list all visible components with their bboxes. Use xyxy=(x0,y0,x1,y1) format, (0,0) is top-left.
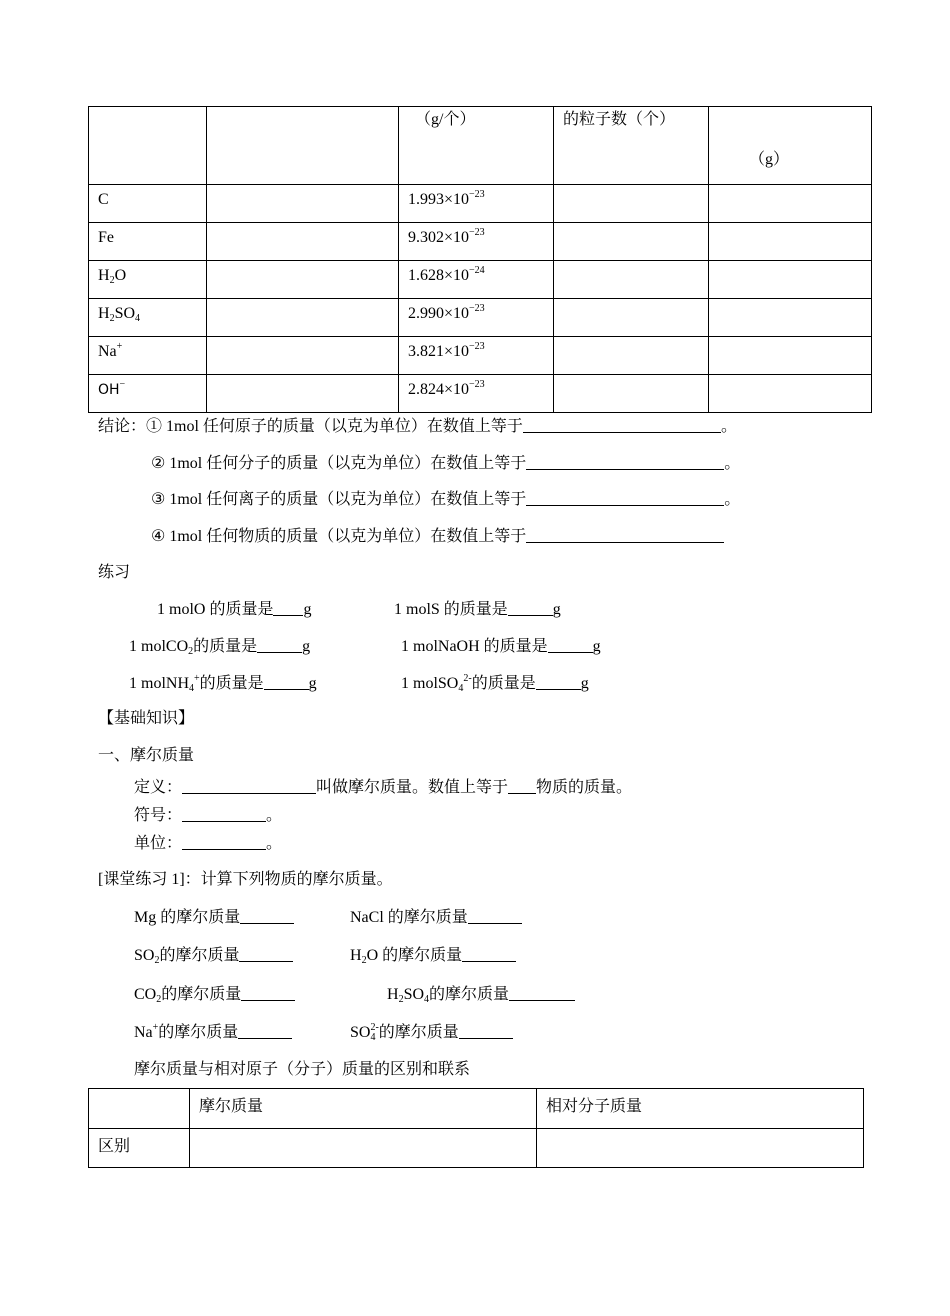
answer-blank[interactable] xyxy=(536,673,581,690)
exercise-heading: [课堂练习 1]：计算下列物质的摩尔质量。 xyxy=(98,871,393,888)
conclusion-3: ③ 1mol 任何离子的质量（以克为单位）在数值上等于 。 xyxy=(151,491,741,508)
empty-cell xyxy=(709,375,872,413)
corner-cell xyxy=(89,1089,190,1129)
exercise-item-so4: $SO_4^{2-}$的摩尔质量 xyxy=(350,1022,513,1043)
answer-blank[interactable] xyxy=(459,1022,513,1039)
table-row xyxy=(89,185,872,223)
answer-blank[interactable] xyxy=(508,777,536,794)
conclusion-label: 结论： xyxy=(98,418,147,435)
header-cell-3: （g/个） xyxy=(399,107,554,185)
empty-cell xyxy=(207,299,399,337)
practice-question-3: 1 molCO$_2$的质量是 g xyxy=(129,638,311,657)
comparison-table xyxy=(88,1088,864,1168)
exercise-item-na: Na+的摩尔质量 xyxy=(134,1022,292,1043)
empty-cell xyxy=(709,223,872,261)
exercise-item-h2so4: $H_2SO_4$的摩尔质量 xyxy=(387,984,575,1005)
empty-cell xyxy=(207,261,399,299)
exercise-item-so2: $SO_2$的摩尔质量 xyxy=(134,945,293,966)
answer-blank[interactable] xyxy=(526,526,724,543)
substance-cell: OH− xyxy=(89,375,207,413)
answer-blank[interactable] xyxy=(509,984,575,1001)
answer-blank[interactable] xyxy=(526,453,724,470)
atom-mass-cell: $9.302\times 10^{-23}$ xyxy=(399,223,554,261)
atom-mass-cell: $3.821\times 10^{-23}$ xyxy=(399,337,554,375)
table-row xyxy=(89,223,872,261)
answer-blank[interactable] xyxy=(239,945,293,962)
header-cell-1 xyxy=(89,107,207,185)
table-row xyxy=(89,1129,864,1168)
empty-cell xyxy=(207,185,399,223)
answer-blank[interactable] xyxy=(182,805,266,822)
atom-mass-cell: $1.628\times 10^{-24}$ xyxy=(399,261,554,299)
answer-blank[interactable] xyxy=(240,907,294,924)
practice-question-5: 1 molNH$_4$+的质量是 g xyxy=(129,673,317,694)
substance-cell: $H_2SO_4$ xyxy=(89,299,207,337)
exercise-item-mg: Mg 的摩尔质量 xyxy=(134,907,294,928)
header-cell-4: 的粒子数（个） xyxy=(554,107,709,185)
table-row xyxy=(89,375,872,413)
conclusion-1: 结论：① 1mol 任何原子的质量（以克为单位）在数值上等于 。 xyxy=(98,418,737,435)
empty-cell xyxy=(709,337,872,375)
answer-blank[interactable] xyxy=(182,777,316,794)
conclusion-4: ④ 1mol 任何物质的质量（以克为单位）在数值上等于 xyxy=(151,526,724,547)
column-header-relative-mass: 相对分子质量 xyxy=(537,1089,864,1129)
empty-cell xyxy=(709,185,872,223)
substance-cell: C xyxy=(89,185,207,223)
empty-cell xyxy=(554,375,709,413)
empty-cell xyxy=(554,223,709,261)
exercise-item-h2o: $H_2O$ 的摩尔质量 xyxy=(350,945,516,966)
atom-mass-cell: $2.824\times 10^{-23}$ xyxy=(399,375,554,413)
unit-line: 单位： 。 xyxy=(134,835,283,852)
answer-blank[interactable] xyxy=(273,599,303,616)
basics-heading: 【基础知识】 xyxy=(98,710,195,727)
substance-cell: $H_2O$ xyxy=(89,261,207,299)
empty-cell xyxy=(537,1129,864,1168)
practice-question-6: 1 molSO$_4^{2-}$的质量是 g xyxy=(401,673,589,694)
answer-blank[interactable] xyxy=(182,833,266,850)
practice-question-4: 1 molNaOH 的质量是 g xyxy=(401,638,601,655)
empty-cell xyxy=(709,299,872,337)
section-heading-molar-mass: 一、摩尔质量 xyxy=(98,747,195,764)
empty-cell xyxy=(207,337,399,375)
answer-blank[interactable] xyxy=(257,636,302,653)
empty-cell xyxy=(709,261,872,299)
empty-cell xyxy=(554,337,709,375)
practice-heading: 练习 xyxy=(98,564,131,581)
conclusion-2: ② 1mol 任何分子的质量（以克为单位）在数值上等于 。 xyxy=(151,455,741,472)
answer-blank[interactable] xyxy=(241,984,295,1001)
definition-line: 定义： 叫做摩尔质量。数值上等于 物质的质量。 xyxy=(134,779,633,796)
symbol-line: 符号： 。 xyxy=(134,807,283,824)
table-header-row xyxy=(89,1089,864,1129)
table-row xyxy=(89,261,872,299)
exercise-item-nacl: NaCl 的摩尔质量 xyxy=(350,907,522,928)
answer-blank[interactable] xyxy=(508,599,553,616)
column-header-molar-mass: 摩尔质量 xyxy=(190,1089,537,1129)
empty-cell xyxy=(554,185,709,223)
empty-cell xyxy=(190,1129,537,1168)
comparison-title: 摩尔质量与相对原子（分子）质量的区别和联系 xyxy=(134,1061,471,1078)
answer-blank[interactable] xyxy=(468,907,522,924)
empty-cell xyxy=(554,299,709,337)
practice-question-1: 1 molO 的质量是 g xyxy=(157,601,312,618)
answer-blank[interactable] xyxy=(548,636,593,653)
answer-blank[interactable] xyxy=(523,416,721,433)
answer-blank[interactable] xyxy=(526,489,724,506)
practice-question-2: 1 molS 的质量是 g xyxy=(394,601,561,618)
header-cell-5: （g） xyxy=(709,107,872,185)
row-header-difference: 区别 xyxy=(89,1129,190,1168)
exercise-item-co2: $CO_2$的摩尔质量 xyxy=(134,984,295,1005)
empty-cell xyxy=(554,261,709,299)
empty-cell xyxy=(207,375,399,413)
answer-blank[interactable] xyxy=(264,673,309,690)
table-header-row xyxy=(89,107,872,185)
atom-mass-cell: $2.990\times 10^{-23}$ xyxy=(399,299,554,337)
molar-mass-data-table xyxy=(88,106,872,413)
empty-cell xyxy=(207,223,399,261)
substance-cell: Na+ xyxy=(89,337,207,375)
table-row xyxy=(89,299,872,337)
atom-mass-cell: $1.993\times 10^{-23}$ xyxy=(399,185,554,223)
answer-blank[interactable] xyxy=(462,945,516,962)
header-cell-2 xyxy=(207,107,399,185)
substance-cell: Fe xyxy=(89,223,207,261)
table-row xyxy=(89,337,872,375)
answer-blank[interactable] xyxy=(238,1022,292,1039)
